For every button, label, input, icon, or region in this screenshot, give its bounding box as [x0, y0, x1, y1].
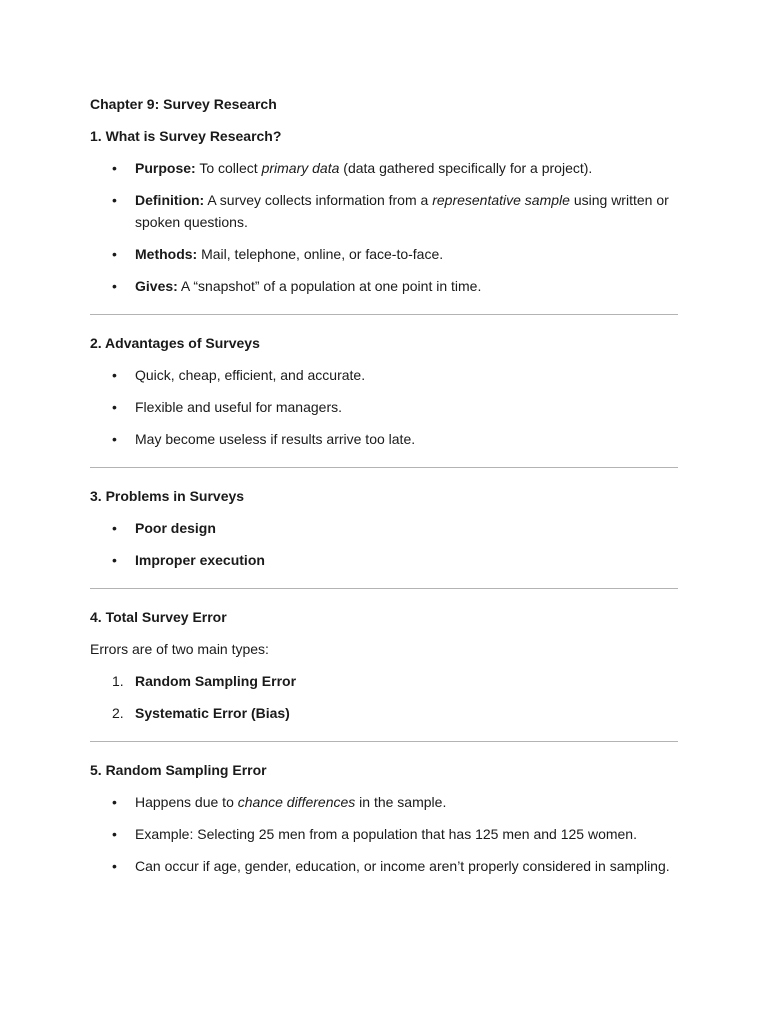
- bullet-list: [90, 157, 678, 297]
- item-text: Improper execution: [135, 552, 265, 568]
- item-emphasis: representative sample: [432, 192, 570, 208]
- item-text: in the sample.: [355, 794, 447, 810]
- item-label: Purpose:: [135, 160, 196, 176]
- section-title: 1. What is Survey Research?: [90, 128, 282, 144]
- item-text: Example: Selecting 25 men from a population that has 125 men and 125 women.: [135, 826, 637, 842]
- bullet-marker: •: [112, 278, 117, 294]
- bullet-marker: •: [112, 399, 117, 415]
- item-text: using written or spoken questions.: [135, 192, 669, 230]
- item-text: Quick, cheap, efficient, and accurate.: [135, 367, 366, 383]
- list-item: [90, 549, 678, 571]
- item-label: Methods:: [135, 246, 198, 262]
- numbered-list: [90, 670, 678, 724]
- item-text: Systematic Error (Bias): [135, 705, 290, 721]
- list-item: [90, 396, 678, 418]
- list-number: 1.: [112, 673, 124, 689]
- list-item: [90, 428, 678, 450]
- item-text: Poor design: [135, 520, 216, 536]
- item-text: Flexible and useful for managers.: [135, 399, 342, 415]
- item-text: Can occur if age, gender, education, or income aren’t properly considered in sampling.: [135, 858, 670, 874]
- list-item: [90, 517, 678, 539]
- item-text: Mail, telephone, online, or face-to-face.: [197, 246, 444, 262]
- section-divider: [90, 741, 678, 742]
- bullet-marker: •: [112, 192, 117, 208]
- section-advantages: [90, 332, 678, 450]
- section-divider: [90, 314, 678, 315]
- list-item: [90, 791, 678, 813]
- item-emphasis: primary data: [261, 160, 340, 176]
- list-item: [90, 364, 678, 386]
- bullet-list: [90, 364, 678, 450]
- list-item: [90, 189, 678, 233]
- list-item: [90, 702, 678, 724]
- list-item: [90, 243, 678, 265]
- item-text: A survey collects information from a: [204, 192, 433, 208]
- bullet-marker: •: [112, 794, 117, 810]
- section-title: 5. Random Sampling Error: [90, 762, 267, 778]
- section-title: 4. Total Survey Error: [90, 609, 227, 625]
- section-intro: Errors are of two main types:: [90, 641, 269, 657]
- section-divider: [90, 588, 678, 589]
- item-emphasis: chance differences: [237, 794, 356, 810]
- list-item: [90, 823, 678, 845]
- bullet-marker: •: [112, 858, 117, 874]
- chapter-title: Chapter 9: Survey Research: [90, 96, 277, 112]
- bullet-marker: •: [112, 246, 117, 262]
- bullet-marker: •: [112, 431, 117, 447]
- section-title: 2. Advantages of Surveys: [90, 335, 260, 351]
- section-random-sampling-error: [90, 759, 678, 877]
- bullet-marker: •: [112, 160, 117, 176]
- item-text: Happens due to: [135, 794, 238, 810]
- item-text: May become useless if results arrive too late.: [135, 431, 416, 447]
- bullet-marker: •: [112, 367, 117, 383]
- bullet-list: [90, 791, 678, 877]
- bullet-marker: •: [112, 826, 117, 842]
- document-page: [90, 93, 678, 887]
- item-text: (data gathered specifically for a project).: [339, 160, 593, 176]
- section-problems: [90, 485, 678, 571]
- section-divider: [90, 467, 678, 468]
- item-label: Definition:: [135, 192, 205, 208]
- list-number: 2.: [112, 705, 124, 721]
- list-item: [90, 670, 678, 692]
- bullet-marker: •: [112, 552, 117, 568]
- item-text: A “snapshot” of a population at one point in time.: [177, 278, 482, 294]
- item-text: Random Sampling Error: [135, 673, 297, 689]
- bullet-marker: •: [112, 520, 117, 536]
- list-item: [90, 275, 678, 297]
- section-total-survey-error: [90, 606, 678, 724]
- list-item: [90, 157, 678, 179]
- section-title: 3. Problems in Surveys: [90, 488, 245, 504]
- item-label: Gives:: [135, 278, 178, 294]
- bullet-list: [90, 517, 678, 571]
- item-text: To collect: [195, 160, 262, 176]
- list-item: [90, 855, 678, 877]
- section-what-is-survey-research: [90, 125, 678, 297]
